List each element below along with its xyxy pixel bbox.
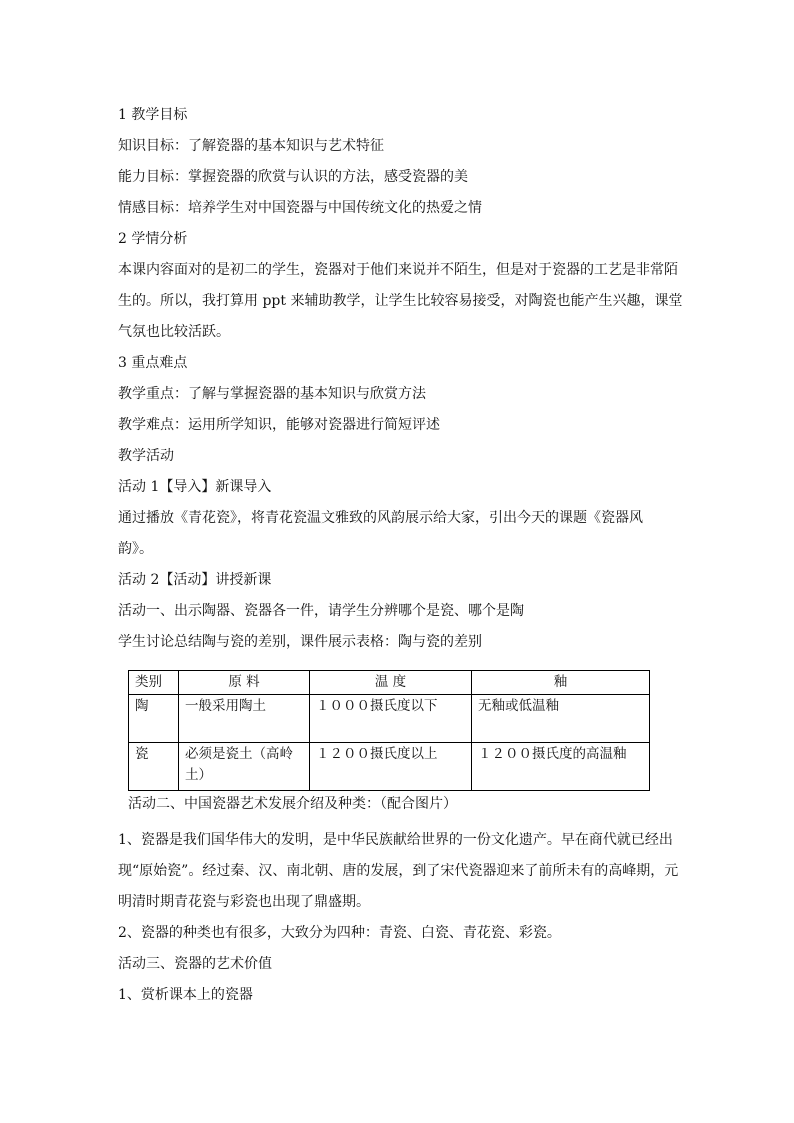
activity1-line-1: 通过播放《青花瓷》，将青花瓷温文雅致的风韵展示给大家，引出今天的课题《瓷器风 (118, 510, 643, 526)
analysis-line-3: 气氛也比较活跃。 (118, 324, 230, 340)
point1-line-2: 现“原始瓷”。经过秦、汉、南北朝、唐的发展，到了宋代瓷器迎来了前所未有的高峰期，元 (118, 863, 679, 879)
activity2-line-2: 学生讨论总结陶与瓷的差别，课件展示表格：陶与瓷的差别 (118, 634, 482, 650)
activity2-title: 活动 2【活动】讲授新课 (118, 572, 272, 588)
spacer (118, 817, 678, 825)
emotion-goal: 情感目标：培养学生对中国瓷器与中国传统文化的热爱之情 (118, 200, 482, 216)
header-material: 原 料 (179, 671, 310, 695)
activity2-line-1: 活动一、出示陶器、瓷器各一件，请学生分辨哪个是瓷、哪个是陶 (118, 603, 524, 619)
cell-category: 陶 (129, 695, 179, 743)
cell-temperature: １２００摄氏度以上 (310, 743, 472, 791)
activity1-line-2: 韵》。 (118, 541, 153, 557)
activity1-title: 活动 1【导入】新课导入 (118, 479, 272, 495)
activity3-point1: 1、赏析课本上的瓷器 (118, 987, 253, 1003)
point1-line-1: 1、瓷器是我们国华伟大的发明，是中华民族献给世界的一份文化遗产。早在商代就已经出 (118, 832, 673, 848)
point2: 2、瓷器的种类也有很多，大致分为四种：青瓷、白瓷、青花瓷、彩瓷。 (118, 925, 561, 941)
header-category: 类别 (129, 671, 179, 695)
point1-line-3: 明清时期青花瓷与彩瓷也出现了鼎盛期。 (118, 894, 370, 910)
header-glaze: 釉 (472, 671, 650, 695)
cell-category: 瓷 (129, 743, 179, 791)
table-row (129, 743, 650, 791)
teaching-difficulty: 教学难点：运用所学知识，能够对瓷器进行简短评述 (118, 417, 440, 433)
knowledge-goal: 知识目标：了解瓷器的基本知识与艺术特征 (118, 138, 384, 154)
section-heading-goals: 1 教学目标 (118, 107, 188, 123)
document-page (118, 100, 683, 1011)
table-row (129, 695, 650, 743)
section-heading-activities: 教学活动 (118, 448, 174, 464)
teaching-focus: 教学重点：了解与掌握瓷器的基本知识与欣赏方法 (118, 386, 426, 402)
cell-glaze: 无釉或低温釉 (472, 695, 650, 743)
activity3-title: 活动三、瓷器的艺术价值 (118, 956, 272, 972)
cell-material: 一般采用陶土 (179, 695, 310, 743)
comparison-table-wrapper (128, 670, 649, 791)
table-header-row (129, 671, 650, 695)
cell-glaze: １２００摄氏度的高温釉 (472, 743, 650, 791)
cell-material: 必须是瓷土（高岭土） (179, 743, 310, 791)
activity-two-caption: 活动二、中国瓷器艺术发展介绍及种类：（配合图片） (128, 796, 457, 812)
pottery-porcelain-table (128, 670, 650, 791)
section-heading-analysis: 2 学情分析 (118, 231, 188, 247)
section-heading-key-points: 3 重点难点 (118, 355, 188, 371)
analysis-line-1: 本课内容面对的是初二的学生，瓷器对于他们来说并不陌生，但是对于瓷器的工艺是非常陌 (118, 262, 678, 278)
ability-goal: 能力目标：掌握瓷器的欣赏与认识的方法，感受瓷器的美 (118, 169, 468, 185)
header-temperature: 温 度 (310, 671, 472, 695)
cell-temperature: １０００摄氏度以下 (310, 695, 472, 743)
analysis-line-2: 生的。所以，我打算用 ppt 来辅助教学，让学生比较容易接受，对陶瓷也能产生兴趣，课堂 (118, 293, 683, 309)
